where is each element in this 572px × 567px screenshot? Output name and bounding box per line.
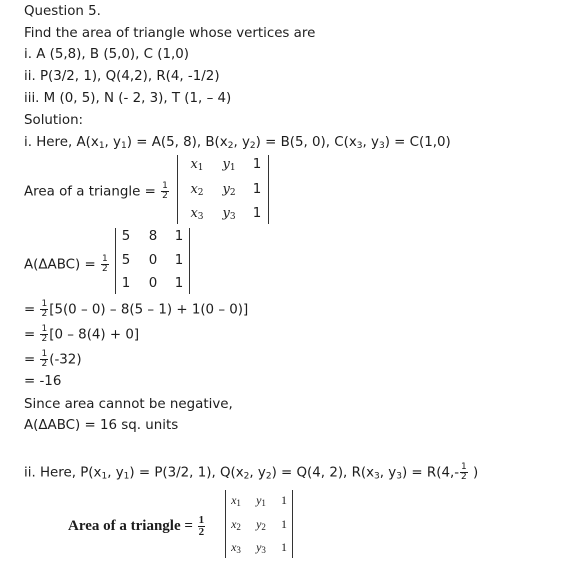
part1-here-text: , y bbox=[233, 135, 250, 150]
subscript: 2 bbox=[261, 522, 266, 532]
det-cell: 1 bbox=[252, 206, 262, 221]
subscript: 3 bbox=[378, 141, 385, 151]
subscript: 1 bbox=[229, 163, 236, 173]
fraction-denominator: 2 bbox=[41, 309, 48, 319]
det-cell: 1 bbox=[252, 157, 262, 172]
equals-sign: = bbox=[24, 352, 40, 368]
question-text: Find the area of triangle whose vertices are bbox=[24, 26, 316, 41]
det-cell: 0 bbox=[148, 253, 158, 268]
part1-here-text: , y bbox=[104, 135, 121, 150]
subscript: 1 bbox=[197, 163, 204, 173]
det-cell: 1 bbox=[281, 517, 287, 531]
fraction-numerator: 1 bbox=[41, 299, 48, 309]
subscript: 1 bbox=[261, 498, 266, 508]
part1-here-text: ) = C(1,0) bbox=[384, 135, 451, 150]
part2-variable-determinant bbox=[225, 490, 293, 558]
half-fraction bbox=[40, 350, 48, 369]
part1-here-text: ) = B(5, 0), C(x bbox=[255, 135, 357, 150]
step-expression: [5(0 – 0) – 8(5 – 1) + 1(0 – 0)] bbox=[49, 302, 249, 318]
part1-result: A(ΔABC) = 16 sq. units bbox=[24, 418, 179, 433]
half-fraction bbox=[40, 325, 48, 344]
subscript: 2 bbox=[249, 141, 256, 151]
det-cell: 1 bbox=[281, 493, 287, 507]
part1-step-2 bbox=[24, 325, 139, 344]
subscript: 3 bbox=[229, 212, 236, 222]
det-cell: 5 bbox=[121, 229, 131, 244]
fraction-numerator: 1 bbox=[41, 349, 48, 359]
part1-here-text: ) = A(5, 8), B(x bbox=[126, 135, 228, 150]
solution-label: Solution: bbox=[24, 113, 84, 128]
det-cell: 1 bbox=[174, 276, 184, 291]
subscript: 3 bbox=[197, 212, 204, 222]
fraction-denominator: 2 bbox=[41, 359, 48, 369]
fraction-denominator: 2 bbox=[198, 526, 205, 538]
fraction-denominator: 2 bbox=[162, 191, 168, 201]
det-cell: 5 bbox=[121, 253, 131, 268]
det-cell: $x_3$ bbox=[231, 540, 241, 555]
subscript: 2 bbox=[265, 471, 272, 482]
det-cell: $x_2$ bbox=[190, 182, 204, 198]
det-cell: $y_2$ bbox=[222, 182, 236, 198]
det-cell: 0 bbox=[148, 276, 158, 291]
det-cell: $y_3$ bbox=[222, 206, 236, 222]
subscript: 3 bbox=[356, 141, 363, 151]
part1-area-formula-label bbox=[24, 182, 170, 201]
part1-abc-label bbox=[24, 255, 110, 274]
det-cell: 1 bbox=[174, 229, 184, 244]
part2-area-formula-label bbox=[68, 515, 206, 538]
fraction-denominator: 2 bbox=[101, 264, 108, 274]
det-cell: $x_2$ bbox=[231, 517, 241, 532]
subscript: 1 bbox=[101, 471, 108, 482]
part1-step-1 bbox=[24, 300, 248, 319]
fraction-denominator: 2 bbox=[461, 472, 467, 482]
equals-sign: = bbox=[24, 302, 40, 318]
step-expression: [0 – 8(4) + 0] bbox=[49, 327, 140, 343]
part1-here-prefix: i. Here, A(x bbox=[24, 135, 99, 150]
subscript: 1 bbox=[236, 498, 241, 508]
part2-here-text: ) bbox=[468, 465, 479, 481]
det-cell: $x_1$ bbox=[190, 157, 204, 173]
fraction-numerator: 1 bbox=[461, 462, 467, 472]
subscript: 2 bbox=[229, 188, 236, 198]
part1-note: Since area cannot be negative, bbox=[24, 397, 233, 412]
half-fraction bbox=[40, 300, 48, 319]
subscript: 2 bbox=[243, 471, 250, 482]
equals-sign: = bbox=[24, 327, 40, 343]
part1-step-4: = -16 bbox=[24, 374, 62, 389]
part2-here-prefix: ii. Here, P(x bbox=[24, 465, 102, 481]
fraction-denominator: 2 bbox=[41, 334, 48, 344]
subscript: 2 bbox=[227, 141, 234, 151]
part2-here-text: , y bbox=[249, 465, 266, 481]
det-cell: $y_1$ bbox=[256, 493, 266, 508]
subscript: 1 bbox=[121, 141, 127, 151]
det-cell: $y_3$ bbox=[256, 540, 266, 555]
part2-here-text: ) = P(3/2, 1), Q(x bbox=[129, 465, 244, 481]
det-cell: $x_3$ bbox=[190, 206, 204, 222]
fraction-numerator: 1 bbox=[101, 254, 108, 264]
det-cell: 8 bbox=[148, 229, 158, 244]
part2-here-text: , y bbox=[379, 465, 397, 481]
part2-here-text: ) = R(4,- bbox=[401, 465, 460, 481]
area-label: Area of a triangle = bbox=[24, 184, 161, 200]
question-part-2: ii. P(3/2, 1), Q(4,2), R(4, -1/2) bbox=[24, 69, 220, 84]
question-part-3: iii. M (0, 5), N (- 2, 3), T (1, – 4) bbox=[24, 91, 232, 106]
subscript: 1 bbox=[123, 471, 130, 482]
half-fraction bbox=[460, 463, 468, 482]
det-cell: 1 bbox=[174, 253, 184, 268]
fraction-numerator: 1 bbox=[198, 514, 205, 526]
subscript: 3 bbox=[261, 545, 266, 555]
det-cell: 1 bbox=[252, 182, 262, 197]
subscript: 3 bbox=[396, 471, 402, 482]
question-part-1: i. A (5,8), B (5,0), C (1,0) bbox=[24, 47, 189, 62]
abc-label: A(ΔABC) = bbox=[24, 257, 100, 273]
step-expression: (-32) bbox=[49, 352, 82, 368]
det-cell: 1 bbox=[281, 540, 287, 554]
subscript: 3 bbox=[374, 471, 380, 482]
fraction-numerator: 1 bbox=[41, 324, 48, 334]
det-cell: $y_2$ bbox=[256, 517, 266, 532]
part1-here-text: , y bbox=[362, 135, 379, 150]
part2-here-text: ) = Q(4, 2), R(x bbox=[271, 465, 375, 481]
part2-here-text: , y bbox=[107, 465, 124, 481]
part2-vertex-assignment bbox=[24, 463, 478, 485]
half-fraction bbox=[161, 182, 169, 201]
half-fraction bbox=[198, 515, 206, 538]
det-cell: 1 bbox=[121, 276, 131, 291]
subscript: 3 bbox=[236, 545, 241, 555]
half-fraction bbox=[101, 255, 109, 274]
subscript: 1 bbox=[98, 141, 105, 151]
subscript: 2 bbox=[236, 522, 241, 532]
part1-variable-determinant bbox=[177, 155, 269, 224]
subscript: 2 bbox=[197, 188, 204, 198]
part1-vertex-assignment bbox=[24, 135, 451, 154]
part1-step-3 bbox=[24, 350, 82, 369]
area-label: Area of a triangle = bbox=[68, 517, 197, 534]
part1-value-determinant bbox=[115, 228, 190, 294]
det-cell: $y_1$ bbox=[222, 157, 236, 173]
det-cell: $x_1$ bbox=[231, 493, 241, 508]
fraction-numerator: 1 bbox=[162, 181, 168, 191]
question-heading: Question 5. bbox=[24, 4, 101, 19]
